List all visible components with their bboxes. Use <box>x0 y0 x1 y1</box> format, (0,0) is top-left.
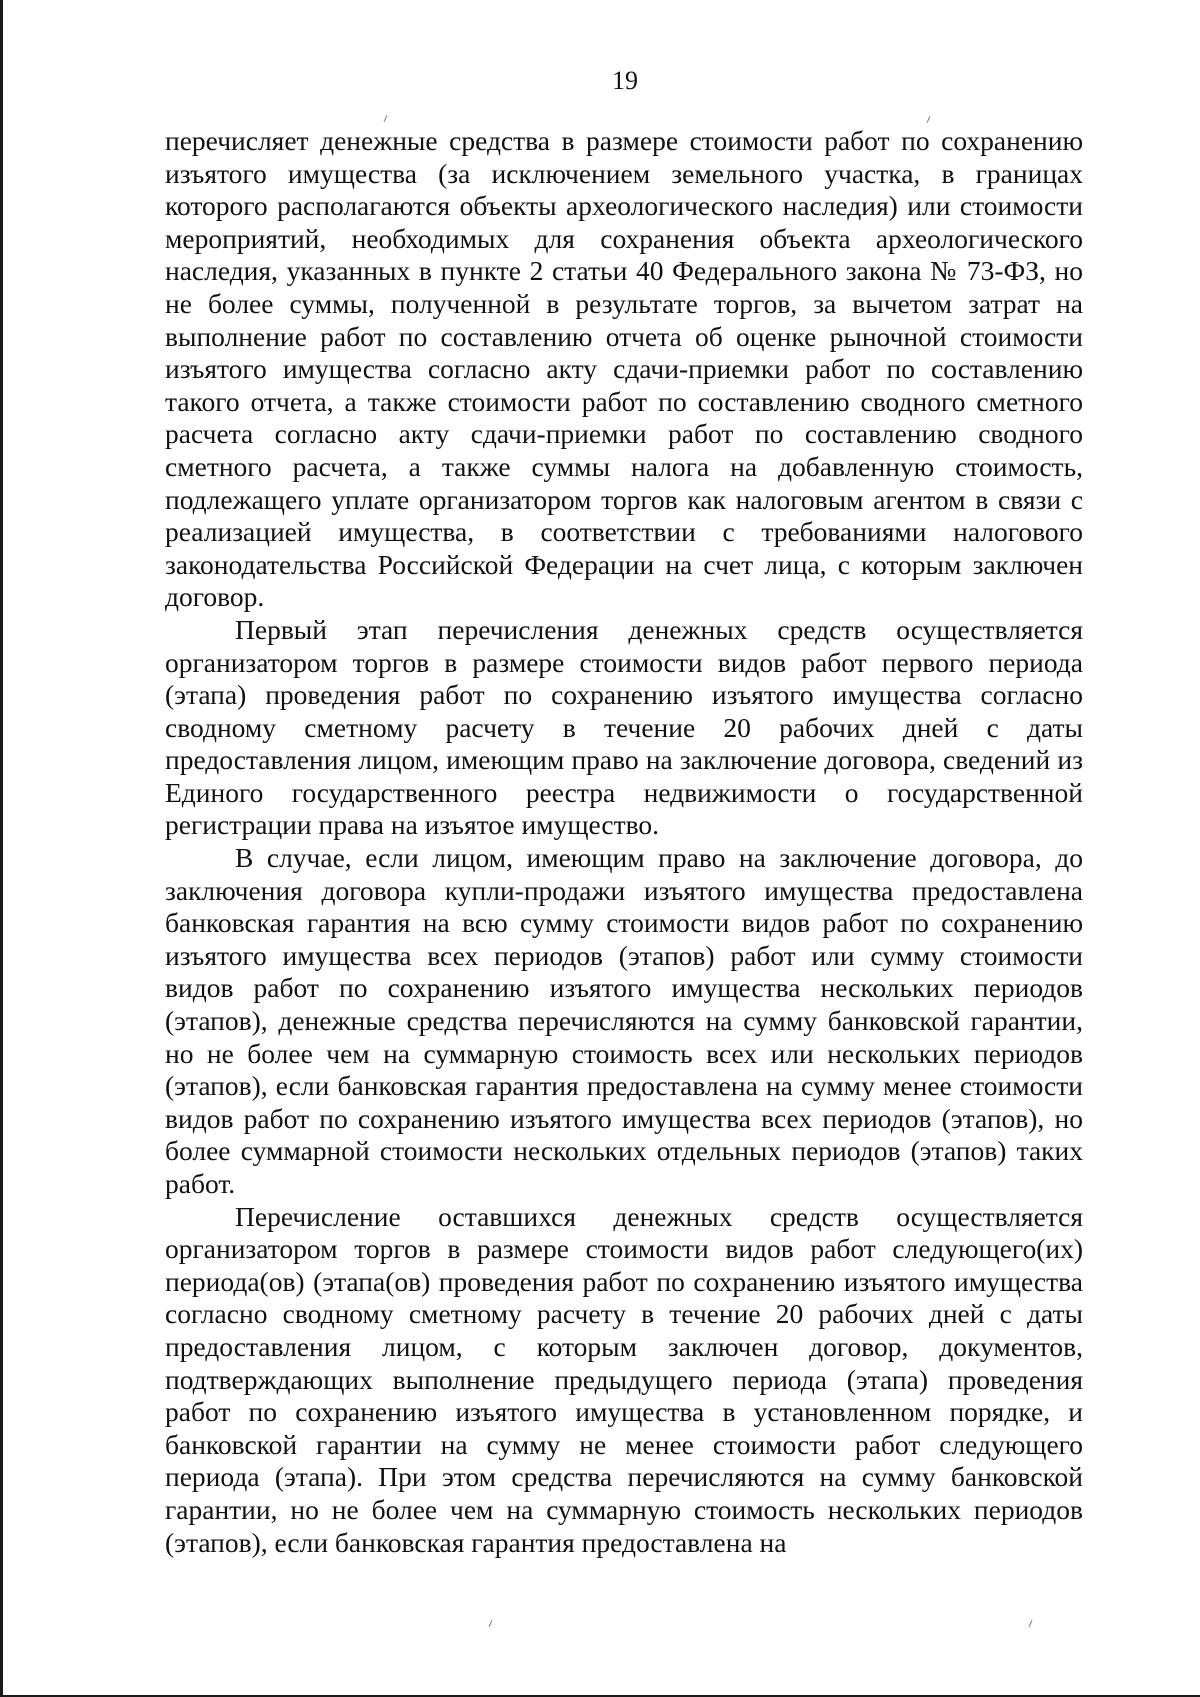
paragraph-continuation: перечисляет денежные средства в размере стоимости работ по сохранению изъятого имущества (за исключением земельного участка, в границах которого располагаются объекты археологического наследия) или стоимости мероприятий, необходимых для сохранения объекта археологического наследия, указанных в пункте 2 статьи 40 Федерального закона № 73-ФЗ, но не более суммы, полученной в результате торгов, за вычетом затрат на выполнение работ по составлению отчета об оценке рыночной стоимости изъятого имущества согласно акту сдачи-приемки работ по составлению такого отчета, а также стоимости работ по составлению сводного сметного расчета согласно акту сдачи-приемки работ по составлению сводного сметного расчета, а также суммы налога на добавленную стоимость, подлежащего уплате организатором торгов как налоговым агентом в связи с реализацией имущества, в соответствии с требованиями налогового законодательства Российской Федерации на счет лица, с которым заключен договор. <box>165 125 1083 613</box>
scan-left-border <box>0 0 3 1697</box>
scan-speck <box>384 115 388 122</box>
page-number: 19 <box>612 66 638 95</box>
scan-speck <box>1029 1620 1033 1627</box>
document-body <box>165 125 1083 1559</box>
scan-speck <box>927 116 931 123</box>
paragraph-first-stage-transfer: Первый этап перечисления денежных средств осуществляется организатором торгов в размере стоимости видов работ первого периода (этапа) проведения работ по сохранению изъятого имущества согласно сводному сметному расчету в течение 20 рабочих дней с даты предоставления лицом, имеющим право на заключение договора, сведений из Единого государственного реестра недвижимости о государственной регистрации права на изъятое имущество. <box>165 613 1083 841</box>
paragraph-remaining-transfer: Перечисление оставшихся денежных средств осуществляется организатором торгов в размере стоимости видов работ следующего(их) периода(ов) (этапа(ов) проведения работ по сохранению изъятого имущества согласно сводному сметному расчету в течение 20 рабочих дней с даты предоставления лицом, с которым заключен договор, документов, подтверждающих выполнение предыдущего периода (этапа) проведения работ по сохранению изъятого имущества в установленном порядке, и банковской гарантии на сумму не менее стоимости работ следующего периода (этапа). При этом средства перечисляются на сумму банковской гарантии, но не более чем на суммарную стоимость нескольких периодов (этапов), если банковская гарантия предоставлена на <box>165 1200 1083 1558</box>
scan-speck <box>489 1620 493 1627</box>
paragraph-bank-guarantee: В случае, если лицом, имеющим право на заключение договора, до заключения договора купли-продажи изъятого имущества предоставлена банковская гарантия на всю сумму стоимости видов работ по сохранению изъятого имущества всех периодов (этапов) работ или сумму стоимости видов работ по сохранению изъятого имущества нескольких периодов (этапов), денежные средства перечисляются на сумму банковской гарантии, но не более чем на суммарную стоимость всех или нескольких периодов (этапов), если банковская гарантия предоставлена на сумму менее стоимости видов работ по сохранению изъятого имущества всех периодов (этапов), но более суммарной стоимости нескольких отдельных периодов (этапов) таких работ. <box>165 842 1083 1199</box>
